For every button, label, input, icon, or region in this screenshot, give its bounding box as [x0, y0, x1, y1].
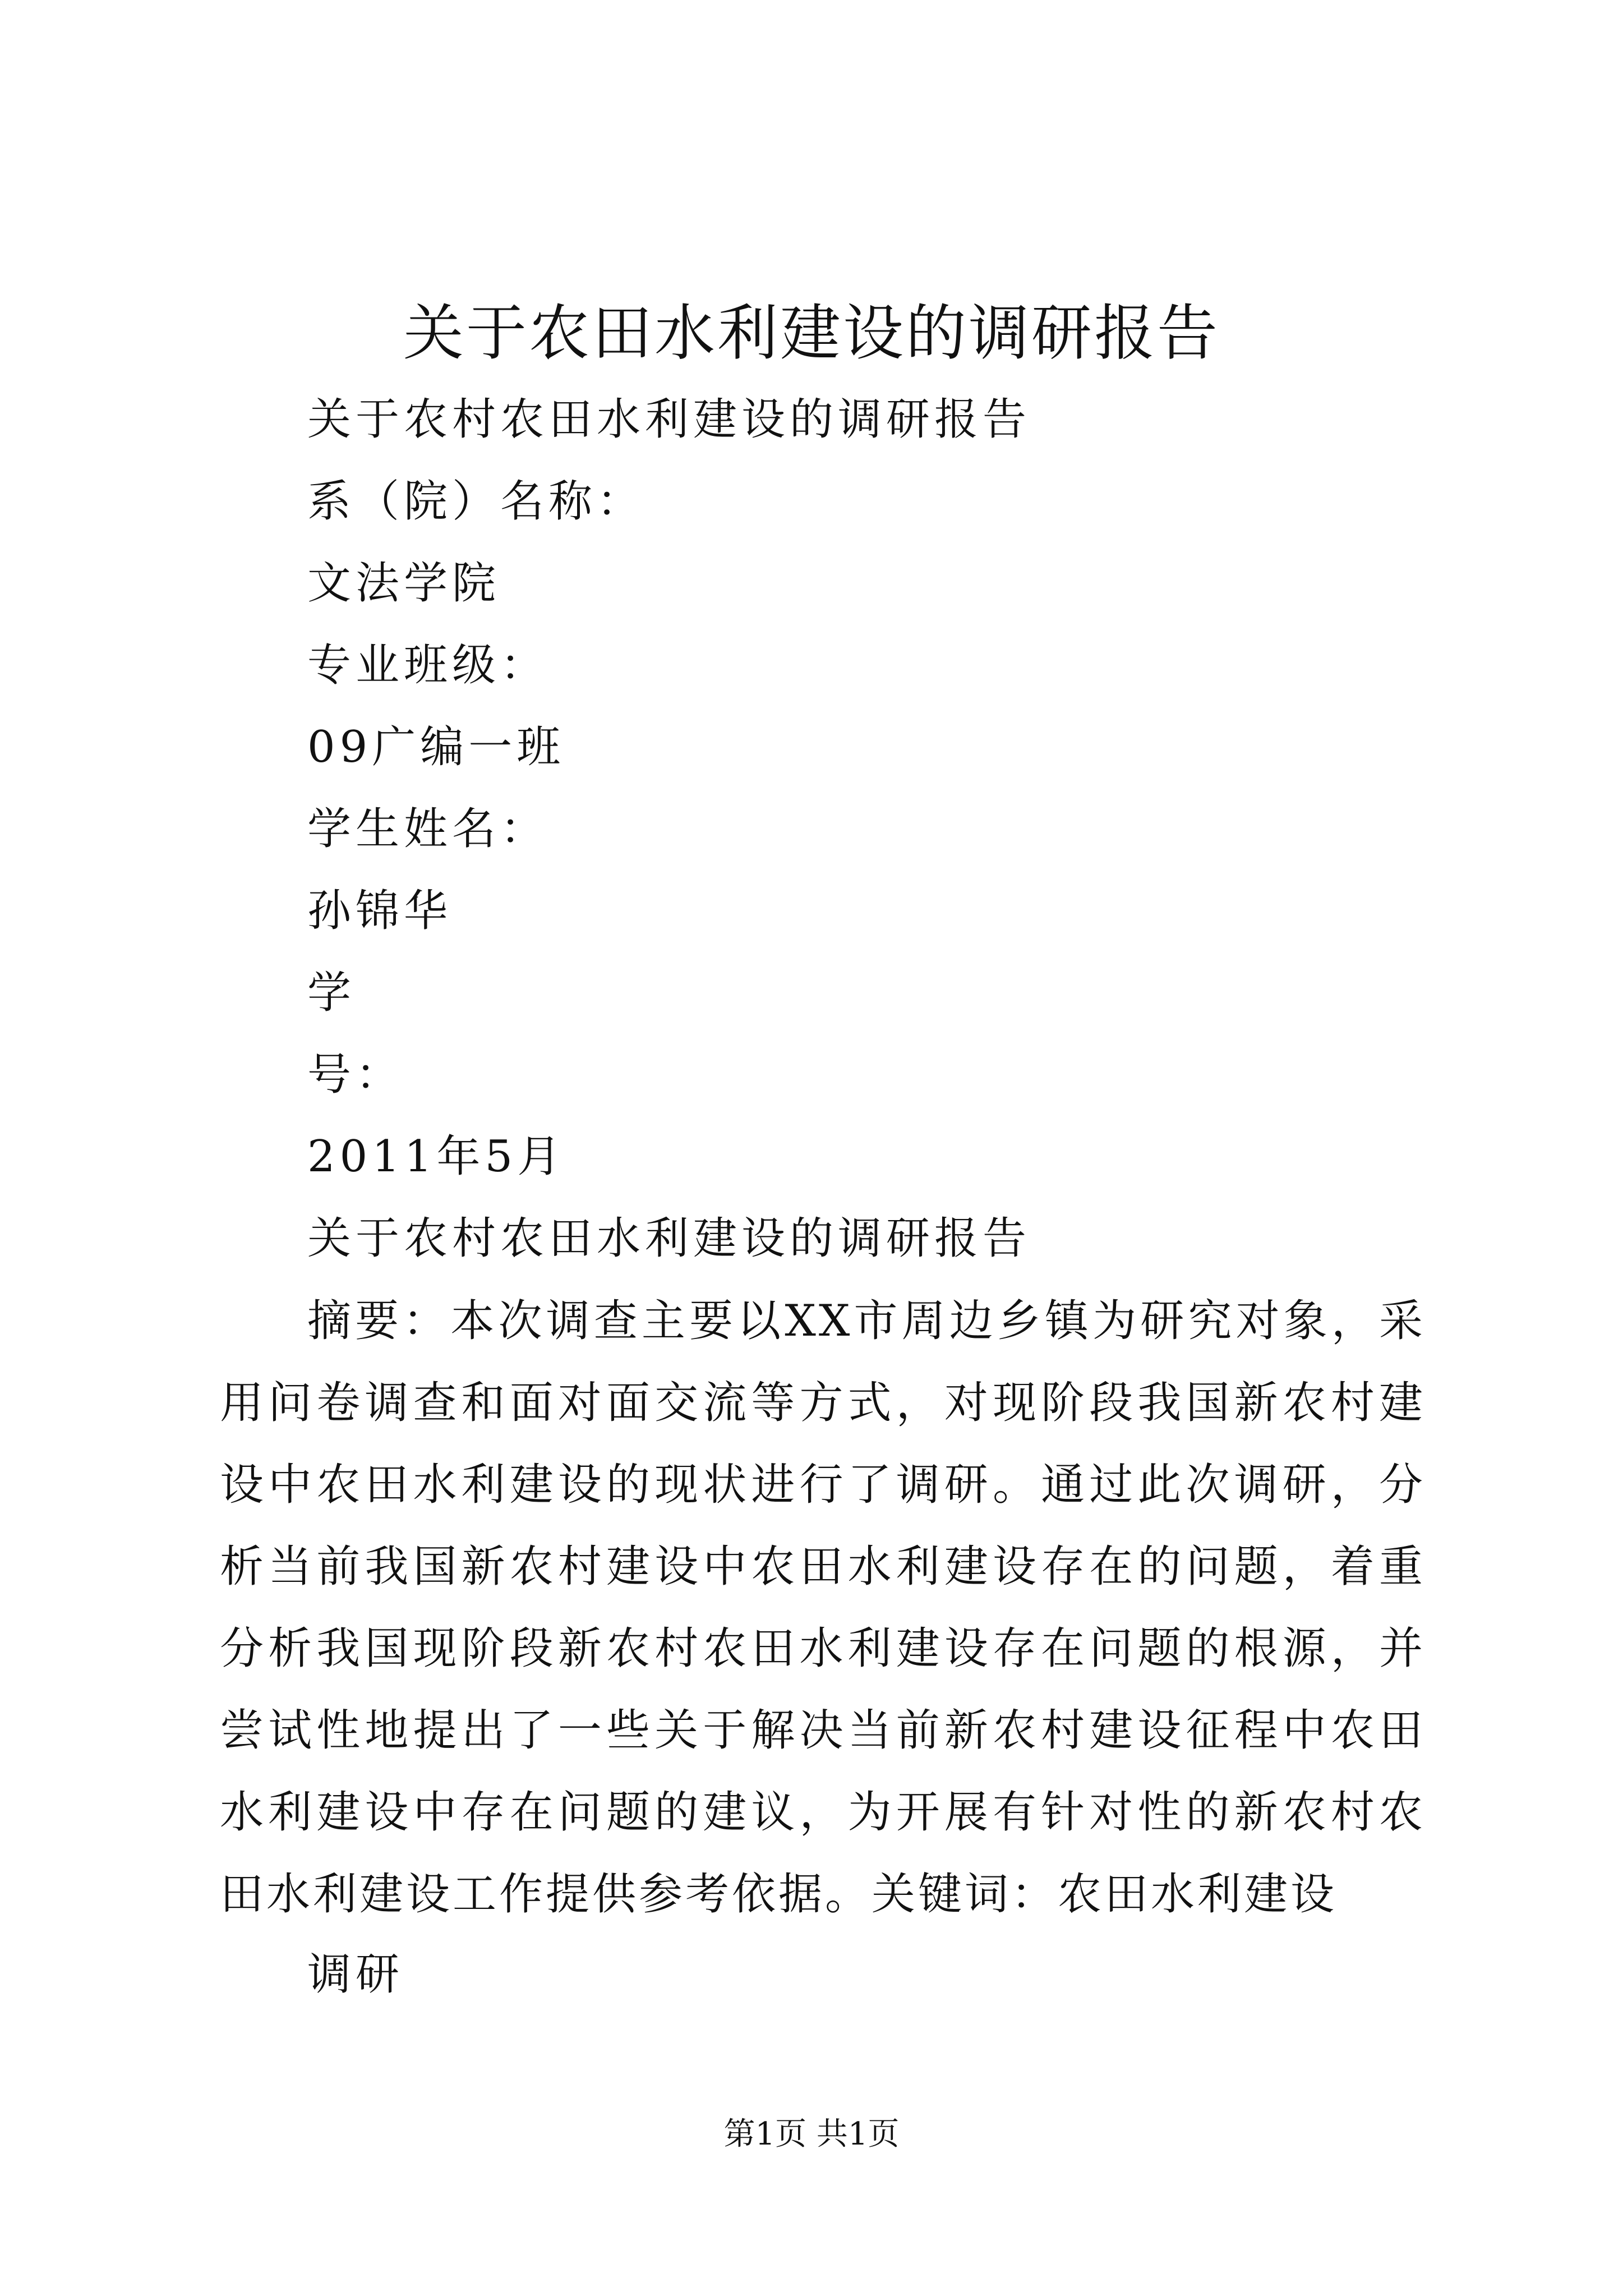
document-title: 关于农田水利建设的调研报告	[403, 298, 1220, 369]
student-name-label: 学生姓名：	[307, 804, 549, 854]
department-value: 文法学院	[307, 558, 501, 609]
keyword-continuation: 调研	[307, 1949, 404, 2000]
abstract-paragraph: 摘要：本次调查主要以XX市周边乡镇为研究对象，采用问卷调查和面对面交流等方式，对现阶段我国新农村建设中农田水利建设的现状进行了调研。通过此次调研，分析当前我国新农村建设中农田水利建设存在的问题，着重分析我国现阶段新农村农田水利建设存在问题的根源，并尝试性地提出了一些关于解决当前新农村建设征程中农田水利建设中存在问题的建议，为开展有针对性的新农村农田水利建设工作提供参考依据。关键词：农田水利建设	[220, 1296, 1426, 1920]
subtitle-line: 关于农村农田水利建设的调研报告	[307, 394, 1031, 445]
student-id-label-part1: 学	[307, 968, 356, 1018]
student-id-label-part2: 号：	[307, 1050, 404, 1100]
report-heading: 关于农村农田水利建设的调研报告	[307, 1213, 1031, 1264]
student-name-value: 孙锦华	[307, 886, 453, 936]
date-line: 2011年5月	[307, 1131, 566, 1182]
class-label: 专业班级：	[307, 640, 549, 691]
page-footer: 第1页 共1页	[723, 2116, 900, 2152]
department-label: 系（院）名称：	[307, 476, 645, 527]
class-value: 09广编一班	[307, 722, 565, 772]
